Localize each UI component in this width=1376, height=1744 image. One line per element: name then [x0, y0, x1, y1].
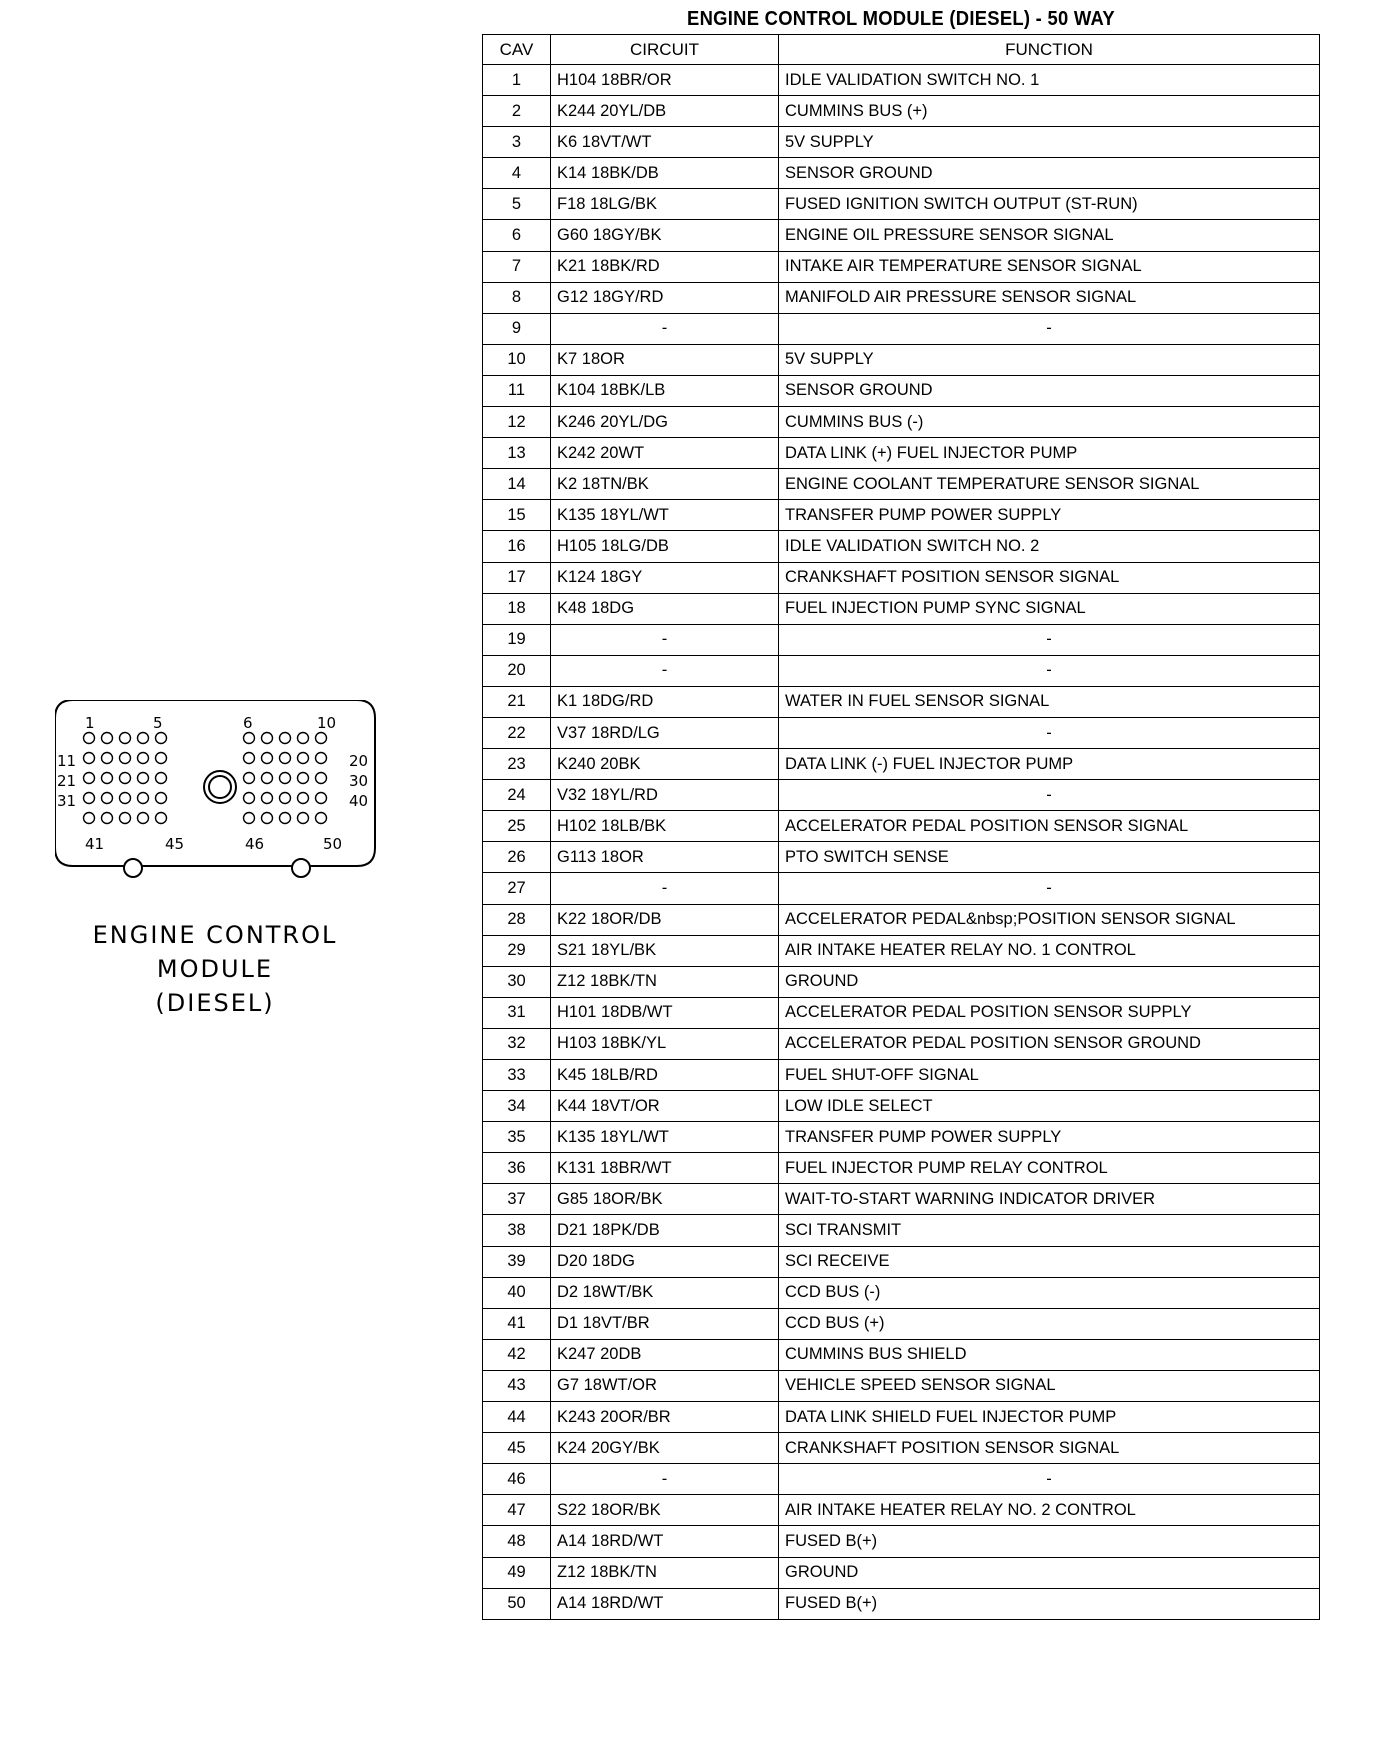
- pin-label-45: 45: [165, 835, 185, 853]
- pin-hole-18: [280, 753, 291, 764]
- circuit-cell: K7 18OR: [551, 344, 779, 375]
- table-row: [483, 313, 1320, 344]
- pin-hole-4: [138, 733, 149, 744]
- table-row: [483, 1308, 1320, 1339]
- table-row: [483, 1184, 1320, 1215]
- function-cell: IDLE VALIDATION SWITCH NO. 2: [779, 531, 1320, 562]
- pin-hole-26: [244, 773, 255, 784]
- circuit-cell: K135 18YL/WT: [551, 500, 779, 531]
- pin-label-6: 6: [243, 714, 253, 732]
- function-cell: GROUND: [779, 966, 1320, 997]
- cav-cell: 7: [483, 251, 551, 282]
- function-cell: -: [779, 873, 1320, 904]
- pin-hole-6: [244, 733, 255, 744]
- circuit-cell: A14 18RD/WT: [551, 1588, 779, 1619]
- pin-hole-35: [156, 793, 167, 804]
- function-cell: CUMMINS BUS SHIELD: [779, 1339, 1320, 1370]
- circuit-cell: K6 18VT/WT: [551, 127, 779, 158]
- table-row: [483, 1495, 1320, 1526]
- pin-label-10: 10: [317, 714, 337, 732]
- circuit-cell: S22 18OR/BK: [551, 1495, 779, 1526]
- pin-label-40: 40: [349, 792, 369, 810]
- function-cell: AIR INTAKE HEATER RELAY NO. 2 CONTROL: [779, 1495, 1320, 1526]
- function-cell: CUMMINS BUS (-): [779, 407, 1320, 438]
- circuit-cell: K45 18LB/RD: [551, 1060, 779, 1091]
- pin-hole-50: [316, 813, 327, 824]
- table-row: [483, 749, 1320, 780]
- connector-caption: [40, 918, 390, 1020]
- cav-cell: 11: [483, 375, 551, 406]
- pin-hole-32: [102, 793, 113, 804]
- function-cell: -: [779, 1464, 1320, 1495]
- table-row: [483, 593, 1320, 624]
- function-cell: DATA LINK (+) FUEL INJECTOR PUMP: [779, 438, 1320, 469]
- cav-cell: 5: [483, 189, 551, 220]
- table-row: [483, 562, 1320, 593]
- circuit-cell: A14 18RD/WT: [551, 1526, 779, 1557]
- header-cav: CAV: [483, 35, 551, 65]
- cav-cell: 39: [483, 1246, 551, 1277]
- table-row: [483, 780, 1320, 811]
- cav-cell: 40: [483, 1277, 551, 1308]
- table-row: [483, 500, 1320, 531]
- pin-hole-21: [84, 773, 95, 784]
- cav-cell: 41: [483, 1308, 551, 1339]
- pin-hole-33: [120, 793, 131, 804]
- circuit-cell: K22 18OR/DB: [551, 904, 779, 935]
- cav-cell: 45: [483, 1433, 551, 1464]
- function-cell: FUEL INJECTION PUMP SYNC SIGNAL: [779, 593, 1320, 624]
- connector-latch-right: [292, 859, 310, 877]
- function-cell: FUSED B(+): [779, 1526, 1320, 1557]
- function-cell: ENGINE OIL PRESSURE SENSOR SIGNAL: [779, 220, 1320, 251]
- function-cell: -: [779, 313, 1320, 344]
- function-cell: DATA LINK SHIELD FUEL INJECTOR PUMP: [779, 1402, 1320, 1433]
- pin-hole-42: [102, 813, 113, 824]
- cav-cell: 28: [483, 904, 551, 935]
- cav-cell: 44: [483, 1402, 551, 1433]
- table-row: [483, 1526, 1320, 1557]
- header-function: FUNCTION: [779, 35, 1320, 65]
- cav-cell: 24: [483, 780, 551, 811]
- cav-cell: 49: [483, 1557, 551, 1588]
- table-row: [483, 1464, 1320, 1495]
- cav-cell: 21: [483, 686, 551, 717]
- cav-cell: 22: [483, 717, 551, 748]
- cav-cell: 26: [483, 842, 551, 873]
- circuit-cell: K124 18GY: [551, 562, 779, 593]
- function-cell: ACCELERATOR PEDAL&nbsp;POSITION SENSOR SIGNAL: [779, 904, 1320, 935]
- header-circuit: CIRCUIT: [551, 35, 779, 65]
- function-cell: CUMMINS BUS (+): [779, 96, 1320, 127]
- circuit-cell: Z12 18BK/TN: [551, 1557, 779, 1588]
- function-cell: CRANKSHAFT POSITION SENSOR SIGNAL: [779, 562, 1320, 593]
- circuit-cell: K44 18VT/OR: [551, 1091, 779, 1122]
- pin-hole-46: [244, 813, 255, 824]
- function-cell: 5V SUPPLY: [779, 127, 1320, 158]
- table-row: [483, 1433, 1320, 1464]
- circuit-cell: H103 18BK/YL: [551, 1028, 779, 1059]
- function-cell: CCD BUS (-): [779, 1277, 1320, 1308]
- pin-grid: [84, 733, 327, 824]
- circuit-cell: D21 18PK/DB: [551, 1215, 779, 1246]
- function-cell: FUEL SHUT-OFF SIGNAL: [779, 1060, 1320, 1091]
- circuit-cell: K243 20OR/BR: [551, 1402, 779, 1433]
- table-row: [483, 1370, 1320, 1401]
- table-row: [483, 407, 1320, 438]
- pin-hole-20: [316, 753, 327, 764]
- function-cell: IDLE VALIDATION SWITCH NO. 1: [779, 65, 1320, 96]
- cav-cell: 31: [483, 997, 551, 1028]
- cav-cell: 17: [483, 562, 551, 593]
- function-cell: -: [779, 780, 1320, 811]
- pin-hole-12: [102, 753, 113, 764]
- cav-cell: 1: [483, 65, 551, 96]
- pin-hole-2: [102, 733, 113, 744]
- cav-cell: 48: [483, 1526, 551, 1557]
- cav-cell: 13: [483, 438, 551, 469]
- circuit-cell: K240 20BK: [551, 749, 779, 780]
- circuit-cell: K14 18BK/DB: [551, 158, 779, 189]
- cav-cell: 16: [483, 531, 551, 562]
- pinout-table: [482, 34, 1320, 1620]
- function-cell: CCD BUS (+): [779, 1308, 1320, 1339]
- circuit-cell: V32 18YL/RD: [551, 780, 779, 811]
- circuit-cell: D2 18WT/BK: [551, 1277, 779, 1308]
- caption-line-3: (DIESEL): [155, 989, 275, 1017]
- table-row: [483, 96, 1320, 127]
- pin-hole-45: [156, 813, 167, 824]
- circuit-cell: D20 18DG: [551, 1246, 779, 1277]
- table-row: [483, 811, 1320, 842]
- function-cell: SCI TRANSMIT: [779, 1215, 1320, 1246]
- function-cell: GROUND: [779, 1557, 1320, 1588]
- pin-hole-22: [102, 773, 113, 784]
- table-row: [483, 935, 1320, 966]
- pin-hole-16: [244, 753, 255, 764]
- table-row: [483, 220, 1320, 251]
- cav-cell: 8: [483, 282, 551, 313]
- circuit-cell: -: [551, 873, 779, 904]
- caption-line-2: MODULE: [156, 955, 274, 983]
- pin-hole-17: [262, 753, 273, 764]
- cav-cell: 36: [483, 1153, 551, 1184]
- connector-latch-left: [124, 859, 142, 877]
- function-cell: WAIT-TO-START WARNING INDICATOR DRIVER: [779, 1184, 1320, 1215]
- cav-cell: 27: [483, 873, 551, 904]
- pin-hole-43: [120, 813, 131, 824]
- function-cell: -: [779, 624, 1320, 655]
- circuit-cell: K1 18DG/RD: [551, 686, 779, 717]
- circuit-cell: S21 18YL/BK: [551, 935, 779, 966]
- table-row: [483, 842, 1320, 873]
- cav-cell: 50: [483, 1588, 551, 1619]
- connector-diagram: [55, 700, 385, 880]
- table-row: [483, 966, 1320, 997]
- function-cell: -: [779, 717, 1320, 748]
- pin-hole-38: [280, 793, 291, 804]
- function-cell: WATER IN FUEL SENSOR SIGNAL: [779, 686, 1320, 717]
- circuit-cell: G12 18GY/RD: [551, 282, 779, 313]
- table-row: [483, 65, 1320, 96]
- function-cell: FUSED IGNITION SWITCH OUTPUT (ST-RUN): [779, 189, 1320, 220]
- circuit-cell: K2 18TN/BK: [551, 469, 779, 500]
- circuit-cell: G60 18GY/BK: [551, 220, 779, 251]
- cav-cell: 9: [483, 313, 551, 344]
- pin-hole-1: [84, 733, 95, 744]
- function-cell: INTAKE AIR TEMPERATURE SENSOR SIGNAL: [779, 251, 1320, 282]
- table-row: [483, 438, 1320, 469]
- function-cell: FUSED B(+): [779, 1588, 1320, 1619]
- function-cell: SENSOR GROUND: [779, 158, 1320, 189]
- pin-hole-3: [120, 733, 131, 744]
- circuit-cell: H105 18LG/DB: [551, 531, 779, 562]
- pin-hole-14: [138, 753, 149, 764]
- function-cell: ACCELERATOR PEDAL POSITION SENSOR SIGNAL: [779, 811, 1320, 842]
- cav-cell: 37: [483, 1184, 551, 1215]
- pin-hole-28: [280, 773, 291, 784]
- pin-label-50: 50: [323, 835, 343, 853]
- function-cell: PTO SWITCH SENSE: [779, 842, 1320, 873]
- circuit-cell: -: [551, 1464, 779, 1495]
- pin-label-31: 31: [57, 792, 77, 810]
- circuit-cell: K48 18DG: [551, 593, 779, 624]
- pin-hole-13: [120, 753, 131, 764]
- caption-line-1: ENGINE CONTROL: [92, 921, 338, 949]
- pin-hole-9: [298, 733, 309, 744]
- table-row: [483, 655, 1320, 686]
- pin-label-41: 41: [85, 835, 105, 853]
- pin-hole-37: [262, 793, 273, 804]
- cav-cell: 25: [483, 811, 551, 842]
- pin-hole-40: [316, 793, 327, 804]
- function-cell: ENGINE COOLANT TEMPERATURE SENSOR SIGNAL: [779, 469, 1320, 500]
- table-row: [483, 686, 1320, 717]
- function-cell: VEHICLE SPEED SENSOR SIGNAL: [779, 1370, 1320, 1401]
- table-row: [483, 624, 1320, 655]
- cav-cell: 19: [483, 624, 551, 655]
- circuit-cell: K24 20GY/BK: [551, 1433, 779, 1464]
- cav-cell: 10: [483, 344, 551, 375]
- function-cell: TRANSFER PUMP POWER SUPPLY: [779, 500, 1320, 531]
- table-row: [483, 873, 1320, 904]
- function-cell: AIR INTAKE HEATER RELAY NO. 1 CONTROL: [779, 935, 1320, 966]
- table-row: [483, 1402, 1320, 1433]
- cav-cell: 43: [483, 1370, 551, 1401]
- function-cell: FUEL INJECTOR PUMP RELAY CONTROL: [779, 1153, 1320, 1184]
- cav-cell: 2: [483, 96, 551, 127]
- table-row: [483, 1122, 1320, 1153]
- table-row: [483, 904, 1320, 935]
- pin-hole-49: [298, 813, 309, 824]
- function-cell: LOW IDLE SELECT: [779, 1091, 1320, 1122]
- pin-hole-36: [244, 793, 255, 804]
- function-cell: MANIFOLD AIR PRESSURE SENSOR SIGNAL: [779, 282, 1320, 313]
- pin-hole-29: [298, 773, 309, 784]
- pin-hole-23: [120, 773, 131, 784]
- cav-cell: 20: [483, 655, 551, 686]
- circuit-cell: D1 18VT/BR: [551, 1308, 779, 1339]
- cav-cell: 29: [483, 935, 551, 966]
- cav-cell: 4: [483, 158, 551, 189]
- pin-hole-30: [316, 773, 327, 784]
- table-row: [483, 127, 1320, 158]
- function-cell: -: [779, 655, 1320, 686]
- function-cell: DATA LINK (-) FUEL INJECTOR PUMP: [779, 749, 1320, 780]
- pin-hole-47: [262, 813, 273, 824]
- cav-cell: 42: [483, 1339, 551, 1370]
- pin-hole-10: [316, 733, 327, 744]
- circuit-cell: G85 18OR/BK: [551, 1184, 779, 1215]
- circuit-cell: K247 20DB: [551, 1339, 779, 1370]
- pin-label-30: 30: [349, 772, 369, 790]
- pin-hole-25: [156, 773, 167, 784]
- pin-hole-5: [156, 733, 167, 744]
- pin-hole-39: [298, 793, 309, 804]
- cav-cell: 33: [483, 1060, 551, 1091]
- cav-cell: 38: [483, 1215, 551, 1246]
- cav-cell: 35: [483, 1122, 551, 1153]
- circuit-cell: H104 18BR/OR: [551, 65, 779, 96]
- circuit-cell: K246 20YL/DG: [551, 407, 779, 438]
- cav-cell: 14: [483, 469, 551, 500]
- function-cell: SENSOR GROUND: [779, 375, 1320, 406]
- pin-hole-27: [262, 773, 273, 784]
- pin-hole-11: [84, 753, 95, 764]
- function-cell: ACCELERATOR PEDAL POSITION SENSOR SUPPLY: [779, 997, 1320, 1028]
- pin-label-1: 1: [85, 714, 95, 732]
- table-row: [483, 997, 1320, 1028]
- circuit-cell: V37 18RD/LG: [551, 717, 779, 748]
- circuit-cell: K104 18BK/LB: [551, 375, 779, 406]
- table-row: [483, 1339, 1320, 1370]
- cav-cell: 34: [483, 1091, 551, 1122]
- pin-label-20: 20: [349, 752, 369, 770]
- cav-cell: 46: [483, 1464, 551, 1495]
- table-row: [483, 158, 1320, 189]
- circuit-cell: K244 20YL/DB: [551, 96, 779, 127]
- pin-label-5: 5: [153, 714, 163, 732]
- function-cell: TRANSFER PUMP POWER SUPPLY: [779, 1122, 1320, 1153]
- table-row: [483, 375, 1320, 406]
- pin-label-11: 11: [57, 752, 77, 770]
- pin-label-46: 46: [245, 835, 265, 853]
- pin-hole-7: [262, 733, 273, 744]
- cav-cell: 23: [483, 749, 551, 780]
- circuit-cell: -: [551, 655, 779, 686]
- circuit-cell: G113 18OR: [551, 842, 779, 873]
- pinout-table-body: [483, 65, 1320, 1620]
- table-row: [483, 344, 1320, 375]
- table-row: [483, 1557, 1320, 1588]
- pin-hole-41: [84, 813, 95, 824]
- table-row: [483, 1060, 1320, 1091]
- pin-hole-19: [298, 753, 309, 764]
- table-row: [483, 1091, 1320, 1122]
- table-row: [483, 717, 1320, 748]
- circuit-cell: H101 18DB/WT: [551, 997, 779, 1028]
- pin-hole-31: [84, 793, 95, 804]
- table-row: [483, 531, 1320, 562]
- table-header-row: [483, 35, 1320, 65]
- cav-cell: 47: [483, 1495, 551, 1526]
- function-cell: SCI RECEIVE: [779, 1246, 1320, 1277]
- circuit-cell: Z12 18BK/TN: [551, 966, 779, 997]
- table-row: [483, 1588, 1320, 1619]
- cav-cell: 15: [483, 500, 551, 531]
- circuit-cell: -: [551, 624, 779, 655]
- cav-cell: 32: [483, 1028, 551, 1059]
- table-row: [483, 282, 1320, 313]
- circuit-cell: G7 18WT/OR: [551, 1370, 779, 1401]
- circuit-cell: -: [551, 313, 779, 344]
- pin-hole-34: [138, 793, 149, 804]
- table-row: [483, 1277, 1320, 1308]
- pin-hole-8: [280, 733, 291, 744]
- circuit-cell: K21 18BK/RD: [551, 251, 779, 282]
- circuit-cell: K135 18YL/WT: [551, 1122, 779, 1153]
- table-row: [483, 1153, 1320, 1184]
- pin-hole-24: [138, 773, 149, 784]
- cav-cell: 12: [483, 407, 551, 438]
- table-title: ENGINE CONTROL MODULE (DIESEL) - 50 WAY: [687, 8, 1115, 30]
- pin-hole-44: [138, 813, 149, 824]
- cav-cell: 30: [483, 966, 551, 997]
- table-row: [483, 469, 1320, 500]
- pin-label-21: 21: [57, 772, 77, 790]
- function-cell: ACCELERATOR PEDAL POSITION SENSOR GROUND: [779, 1028, 1320, 1059]
- cav-cell: 6: [483, 220, 551, 251]
- circuit-cell: K242 20WT: [551, 438, 779, 469]
- cav-cell: 3: [483, 127, 551, 158]
- cav-cell: 18: [483, 593, 551, 624]
- function-cell: CRANKSHAFT POSITION SENSOR SIGNAL: [779, 1433, 1320, 1464]
- circuit-cell: K131 18BR/WT: [551, 1153, 779, 1184]
- pin-hole-15: [156, 753, 167, 764]
- table-row: [483, 1246, 1320, 1277]
- function-cell: 5V SUPPLY: [779, 344, 1320, 375]
- table-row: [483, 251, 1320, 282]
- table-row: [483, 1028, 1320, 1059]
- circuit-cell: F18 18LG/BK: [551, 189, 779, 220]
- table-row: [483, 1215, 1320, 1246]
- pin-hole-48: [280, 813, 291, 824]
- circuit-cell: H102 18LB/BK: [551, 811, 779, 842]
- table-row: [483, 189, 1320, 220]
